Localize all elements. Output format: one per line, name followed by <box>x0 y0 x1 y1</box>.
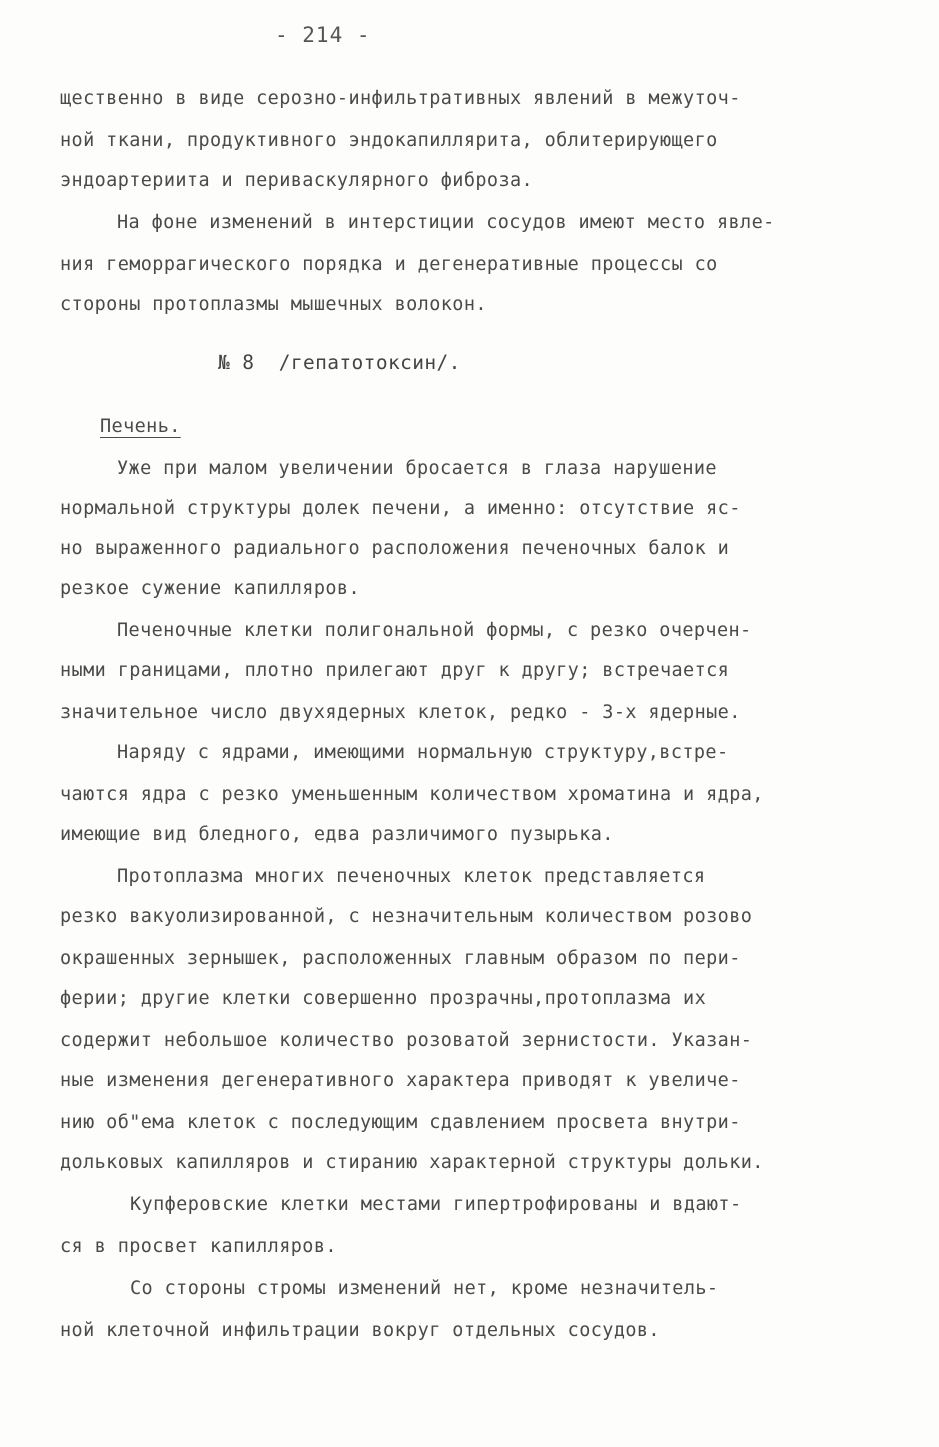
paragraph-6-line-8: дольковых капилляров и стиранию характерной структуры дольки. <box>60 1152 764 1173</box>
paragraph-1-line-1: щественно в виде серозно-инфильтративных явлений в межуточ- <box>60 88 741 109</box>
paragraph-3-line-3: но выраженного радиального расположения печеночных балок и <box>60 538 730 559</box>
paragraph-6-line-2: резко вакуолизированной, с незначительным количеством розово <box>60 906 753 927</box>
paragraph-6-line-5: содержит небольшое количество розоватой зернистости. Указан- <box>60 1030 753 1051</box>
paragraph-3-line-1: Уже при малом увеличении бросается в глаза нарушение <box>117 458 717 479</box>
paragraph-6-line-7: нию об"ема клеток с последующим сдавлением просвета внутри- <box>60 1112 741 1133</box>
paragraph-2-line-3: стороны протоплазмы мышечных волокон. <box>60 294 487 315</box>
paragraph-6-line-4: ферии; другие клетки совершенно прозрачны,протоплазма их <box>60 988 707 1009</box>
paragraph-7-line-2: ся в просвет капилляров. <box>60 1236 337 1257</box>
section-title <box>100 416 181 438</box>
section-title-text: Печень. <box>100 416 181 437</box>
paragraph-8-line-2: ной клеточной инфильтрации вокруг отдельных сосудов. <box>60 1320 660 1341</box>
paragraph-4-line-1: Печеночные клетки полигональной формы, с резко очерчен- <box>117 620 752 641</box>
paragraph-2-line-2: ния геморрагического порядка и дегенеративные процессы со <box>60 254 718 275</box>
paragraph-3-line-2: нормальной структуры долек печени, а именно: отсутствие яс- <box>60 498 741 519</box>
paragraph-6-line-3: окрашенных зернышек, расположенных главным образом по пери- <box>60 948 741 969</box>
paragraph-1-line-2: ной ткани, продуктивного эндокапиллярита, облитерирующего <box>60 130 718 151</box>
section-heading: № 8 /гепатотоксин/. <box>218 351 461 374</box>
paragraph-4-line-3: значительное число двухядерных клеток, редко - 3-х ядерные. <box>60 702 741 723</box>
paragraph-6-line-1: Протоплазма многих печеночных клеток представляется <box>117 866 706 887</box>
page-number: - 214 - <box>275 23 371 47</box>
paragraph-4-line-2: ными границами, плотно прилегают друг к другу; встречается <box>60 660 730 681</box>
paragraph-3-line-4: резкое сужение капилляров. <box>60 578 360 599</box>
paragraph-1-line-3: эндоартериита и периваскулярного фиброза. <box>60 170 534 191</box>
paragraph-8-line-1: Со стороны стромы изменений нет, кроме незначитель- <box>130 1278 719 1299</box>
paragraph-5-line-2: чаются ядра с резко уменьшенным количеством хроматина и ядра, <box>60 784 764 805</box>
paragraph-7-line-1: Купферовские клетки местами гипертрофированы и вдают- <box>130 1194 742 1215</box>
paragraph-5-line-3: имеющие вид бледного, едва различимого пузырька. <box>60 824 614 845</box>
paragraph-5-line-1: Наряду с ядрами, имеющими нормальную структуру,встре- <box>117 742 729 763</box>
paragraph-6-line-6: ные изменения дегенеративного характера приводят к увеличе- <box>60 1070 741 1091</box>
paragraph-2-line-1: На фоне изменений в интерстиции сосудов имеют место явле- <box>117 212 775 233</box>
